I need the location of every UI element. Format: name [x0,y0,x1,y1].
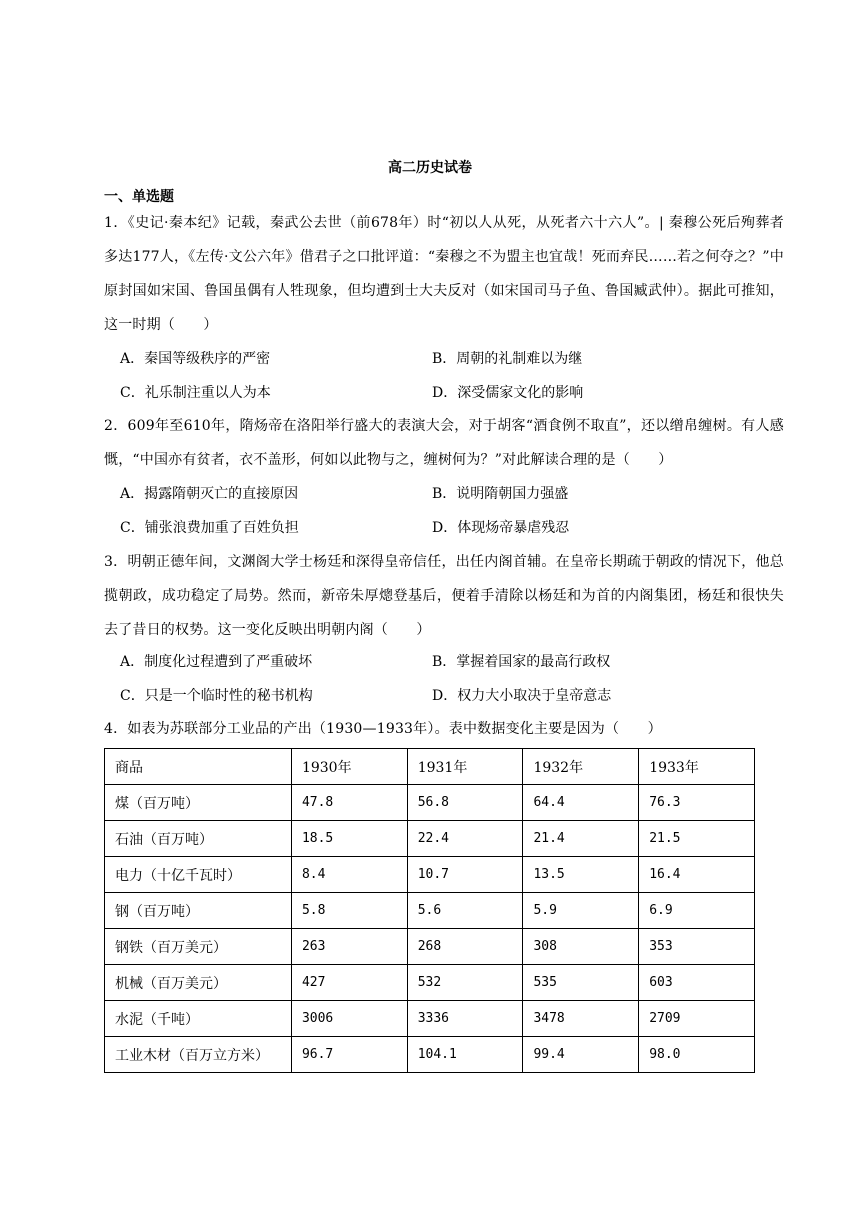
question-1-stem: 1．《史记·秦本纪》记载，秦武公去世（前678年）时“初以人从死，从死者六十六人”。| 秦穆公死后殉葬者多达177人，《左传·文公六年》借君子之口批评道：“秦穆之不为盟主也宜哉！死而弃民……若之何夺之？”中原封国如宋国、鲁国虽偶有人牲现象，但均遭到士大夫反对（如宋国司马子鱼、鲁国臧武仲）。据此可推知，这一时期（ ） [104,215,784,333]
option-b[interactable]: B．周朝的礼制难以为继 [432,351,583,367]
table-cell: 263 [291,929,407,965]
option-a[interactable]: A．秦国等级秩序的严密 [120,351,271,367]
table-row [105,785,755,821]
option-a[interactable]: A．揭露隋朝灭亡的直接原因 [120,486,299,502]
option-c[interactable]: C．铺张浪费加重了百姓负担 [120,520,299,536]
option-d[interactable]: D．深受儒家文化的影响 [432,385,584,401]
table-header-cell: 1932年 [523,749,639,785]
question-3-stem: 3．明朝正德年间，文渊阁大学士杨廷和深得皇帝信任，出任内阁首辅。在皇帝长期疏于朝政的情况下，他总揽朝政，成功稳定了局势。然而，新帝朱厚熜登基后，便着手清除以杨廷和为首的内阁集团，杨廷和很快失去了昔日的权势。这一变化反映出明朝内阁（ ） [104,554,784,638]
table-row-label: 机械（百万美元） [105,965,292,1001]
table-cell: 96.7 [291,1037,407,1073]
question-3-options [120,645,780,713]
table-cell: 16.4 [639,857,755,893]
table-cell: 56.8 [407,785,523,821]
table-cell: 104.1 [407,1037,523,1073]
table-cell: 13.5 [523,857,639,893]
table-cell: 18.5 [291,821,407,857]
table-cell: 3478 [523,1001,639,1037]
table-row-label: 钢（百万吨） [105,893,292,929]
table-row [105,821,755,857]
table-cell: 21.4 [523,821,639,857]
table-cell: 5.6 [407,893,523,929]
table-row [105,1001,755,1037]
table-header-cell: 1931年 [407,749,523,785]
option-b[interactable]: B．掌握着国家的最高行政权 [432,654,611,670]
table-cell: 76.3 [639,785,755,821]
question-4-stem: 4．如表为苏联部分工业品的产出（1930—1933年）。表中数据变化主要是因为（ ） [104,721,662,737]
table-cell: 10.7 [407,857,523,893]
table-cell: 308 [523,929,639,965]
table-cell: 5.9 [523,893,639,929]
table-row [105,929,755,965]
table-cell: 99.4 [523,1037,639,1073]
table-cell: 3336 [407,1001,523,1037]
table-header-cell: 1930年 [291,749,407,785]
table-cell: 3006 [291,1001,407,1037]
table-cell: 98.0 [639,1037,755,1073]
option-d[interactable]: D．体现炀帝暴虐残忍 [432,520,570,536]
table-cell: 427 [291,965,407,1001]
table-cell: 5.8 [291,893,407,929]
table-row [105,857,755,893]
table-cell: 21.5 [639,821,755,857]
table-cell: 47.8 [291,785,407,821]
option-d[interactable]: D．权力大小取决于皇帝意志 [432,688,612,704]
table-cell: 353 [639,929,755,965]
industrial-output-table [104,748,755,1073]
table-cell: 268 [407,929,523,965]
table-header-cell: 1933年 [639,749,755,785]
option-c[interactable]: C．礼乐制注重以人为本 [120,385,271,401]
table-row-label: 石油（百万吨） [105,821,292,857]
table-cell: 532 [407,965,523,1001]
question-1-options [120,342,780,410]
table-cell: 22.4 [407,821,523,857]
question-2-options [120,477,780,545]
table-cell: 535 [523,965,639,1001]
table-cell: 8.4 [291,857,407,893]
table-cell: 64.4 [523,785,639,821]
section-heading: 一、单选题 [104,189,174,205]
option-a[interactable]: A．制度化过程遭到了严重破坏 [120,654,313,670]
table-row-label: 工业木材（百万立方米） [105,1037,292,1073]
table-header-row [105,749,755,785]
table-header-cell: 商品 [105,749,292,785]
table-row [105,965,755,1001]
table-row [105,1037,755,1073]
table-cell: 603 [639,965,755,1001]
table-row-label: 煤（百万吨） [105,785,292,821]
page-title: 高二历史试卷 [388,160,472,176]
table-row-label: 钢铁（百万美元） [105,929,292,965]
table-row-label: 电力（十亿千瓦时） [105,857,292,893]
question-2-stem: 2．609年至610年，隋炀帝在洛阳举行盛大的表演大会，对于胡客“酒食例不取直”，还以缯帛缠树。有人感慨，“中国亦有贫者，衣不盖形，何如以此物与之，缠树何为？”对此解读合理的是（ ） [104,418,784,468]
table-cell: 6.9 [639,893,755,929]
table-cell: 2709 [639,1001,755,1037]
table-row-label: 水泥（千吨） [105,1001,292,1037]
option-b[interactable]: B．说明隋朝国力强盛 [432,486,569,502]
option-c[interactable]: C．只是一个临时性的秘书机构 [120,688,313,704]
table-row [105,893,755,929]
